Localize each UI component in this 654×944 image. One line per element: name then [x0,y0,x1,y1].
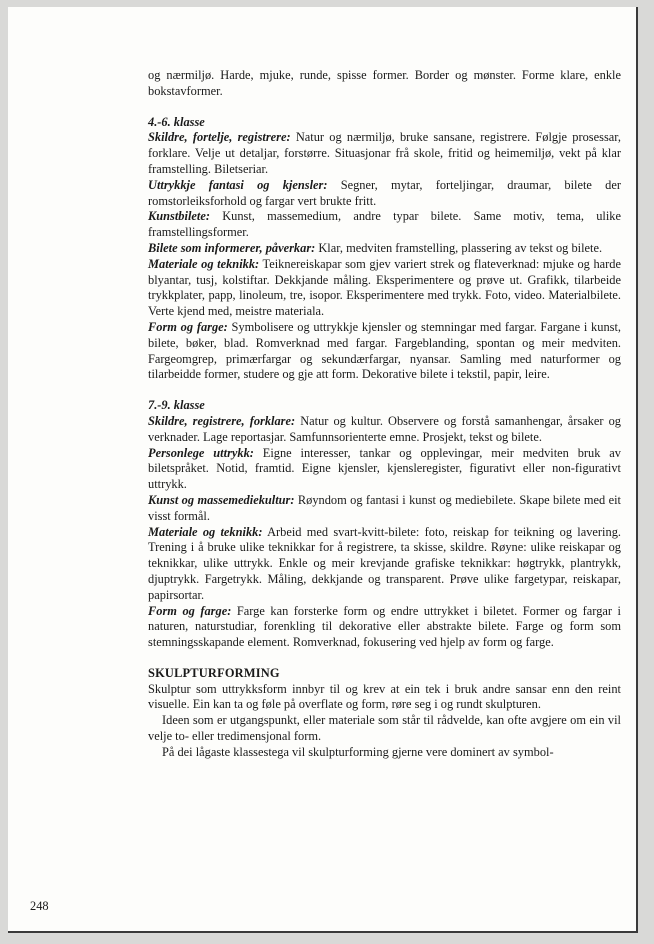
item-text: Farge kan forsterke form og endre uttrykket i biletet. Former og fargar i naturen, naturstudiar, forenkling til dekorative eller abstrakte bilete. Farge og form som stemningsskapande element. Romverknad, fokusering ved hjelp av form og farge. [148,603,621,650]
item-text: Natur og kultur. Observere og forstå samanhengar, årsaker og verknader. Lage reportasjar. Samfunnsorienterte emne. Prosjekt, tekst og bilete. [148,413,622,444]
grade-4-6-item [148,130,621,177]
grade-4-6-item [148,209,621,241]
section-paragraph: På dei lågaste klassestega vil skulpturforming gjerne vere dominert av symbol- [162,744,554,759]
item-text: Symbolisere og uttrykkje kjensler og stemningar med fargar. Fargane i kunst, bilete, bøker, blad. Romverknad med fargar. Fargeblanding, spontan og meir medviten. Fargeomgrep, primærfargar og sekundærfargar, nyansar. Samling med naturformer og tilarbeidde former, studere og gje att form. Dekorative bilete i tekstil, papir, leire. [148,319,621,382]
item-label: Materiale og teknikk: [148,524,263,539]
item-label: Materiale og teknikk: [148,256,260,271]
item-label: Skildre, fortelje, registrere: [148,130,291,145]
item-label: Kunst og massemediekultur: [148,492,295,507]
item-label: Uttrykkje fantasi og kjensler: [148,177,328,192]
grade-4-6-item [148,257,621,320]
item-text: Segner, mytar, forteljingar, draumar, bilete der romstorleiksforhold og fargar vert brukte fritt. [148,177,621,208]
item-text: Røyndom og fantasi i kunst og mediebilete. Skape bilete med eit visst formål. [148,492,621,523]
document-page [8,7,638,933]
intro-paragraph: og nærmiljø. Harde, mjuke, runde, spisse former. Border og mønster. Forme klare, enkle bokstavformer. [148,68,621,98]
item-label: Skildre, registrere, forklare: [148,413,296,428]
item-text: Natur og nærmiljø, bruke sansane, registrere. Følgje prosessar, forklare. Velje ut detaljar, forstørre. Situasjonar frå skole, fritid og heimemiljø, vekt på klar framstelling. Biletseriar. [148,130,621,176]
grade-7-9-item [148,525,621,604]
item-label: Form og farge: [148,319,228,334]
section-paragraph: Ideen som er utgangspunkt, eller materiale som står til rådvelde, kan ofte avgjere om ein vil velje to- eller tredimensjonal form. [148,713,621,744]
section-heading: SKULPTURFORMING [148,665,280,680]
grade-4-6-item [148,241,621,257]
grade-7-9-title: 7.-9. klasse [148,398,205,413]
item-label: Form og farge: [148,603,232,618]
page-body [148,68,621,761]
item-label: Bilete som informerer, påverkar: [148,240,316,255]
item-text: Eigne interesser, tankar og opplevingar, meir medviten bruk av biletspråket. Notid, framtid. Eigne kjensler, kjensleregister, figurativt eller non-figurativt uttrykk. [148,445,621,492]
grade-7-9-item [148,493,621,525]
item-text: Arbeid med svart-kvitt-bilete: foto, reiskap for teikning og lavering. Trening i å bruke ulike teknikkar for å registrere, ta skisse, skildre. Røyne: ulike reiskapar og teknikkar, ulike uttrykk. Enkle og meir krevjande grafiske teknikkar: høgtrykk, plantrykk, djuptrykk. Fargetrykk. Måling, dekkjande og transparent. Prøve ulike fargetypar, reiskapar, papirsortar. [148,524,621,602]
page-number: 248 [30,899,49,913]
item-text: Kunst, massemedium, andre typar bilete. Same motiv, tema, ulike framstellingsformer. [148,209,621,240]
item-text: Klar, medviten framstelling, plassering av tekst og bilete. [315,240,603,255]
section-paragraph: Skulptur som uttrykksform innbyr til og krev at ein tek i bruk andre sansar enn den reint visuelle. Ein kan ta og føle på overflate og form, røre seg i og rundt skulpturen. [148,681,621,712]
item-text: Teiknereiskapar som gjev variert strek og flateverknad: mjuke og harde blyantar, tusj, kolstiftar. Dekkjande måling. Eksperimentere og prøve ut. Grafikk, tilarbeide trykkplater, papp, linoleum, tre, isopor. Eksperimentere med trykk. Foto, video. Materialbilete. Verte kjend med, meistre materiala. [148,256,621,319]
grade-4-6-item [148,178,621,210]
grade-7-9-item [148,446,621,493]
grade-7-9-item [148,604,621,651]
item-label: Personlege uttrykk: [148,445,254,460]
grade-4-6-title: 4.-6. klasse [148,114,205,129]
grade-4-6-item [148,320,621,383]
item-label: Kunstbilete: [148,209,210,224]
grade-7-9-item [148,414,621,446]
